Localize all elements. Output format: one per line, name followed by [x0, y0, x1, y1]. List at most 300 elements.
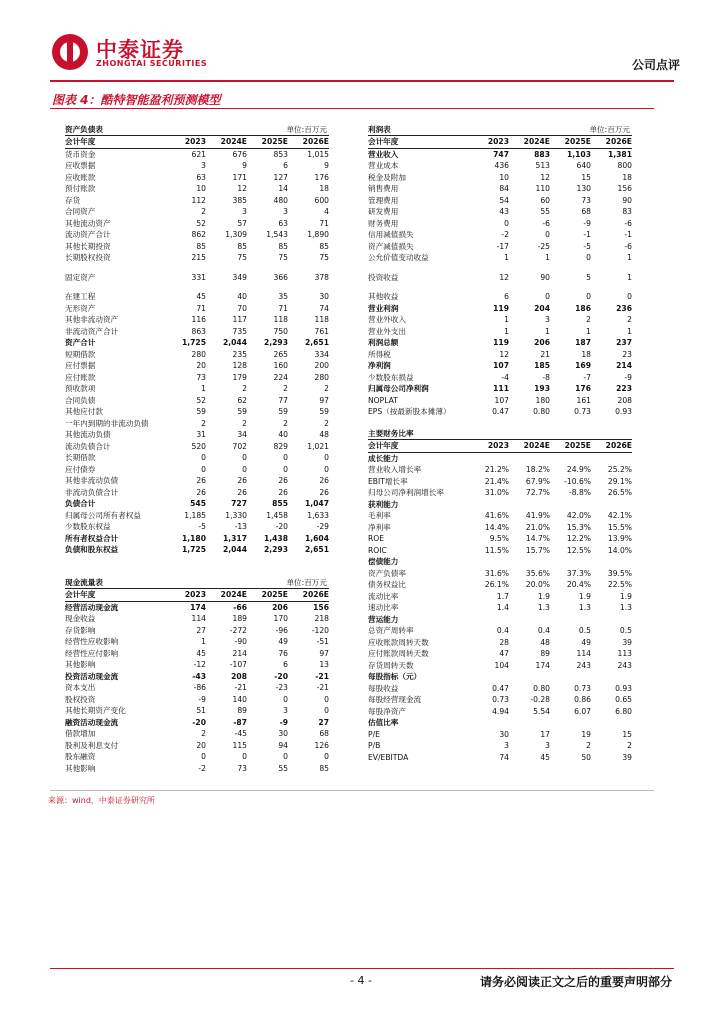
- cell-value: 2,651: [304, 545, 329, 554]
- cell-value: 2024E: [523, 137, 550, 146]
- cell-value: 85: [319, 241, 329, 251]
- table-row: [65, 441, 329, 453]
- cell-value: 2,044: [222, 545, 247, 554]
- cell-value: 206: [272, 602, 288, 612]
- cell-value: 107: [493, 361, 509, 370]
- cell-value: 385: [232, 195, 247, 205]
- cell-value: -8.8%: [568, 488, 591, 497]
- cell-value: 1.9: [619, 591, 632, 601]
- cell-value: 6: [283, 660, 288, 669]
- cell-value: 2023: [487, 441, 509, 450]
- cell-value: 104: [494, 660, 509, 670]
- cash-flow-unit: 单位:百万元: [286, 578, 327, 587]
- table-row: [368, 706, 632, 718]
- table-row: [368, 183, 632, 195]
- cell-value: -8: [542, 372, 550, 382]
- cell-value: 2: [283, 384, 288, 393]
- table-row: [65, 602, 329, 614]
- cell-value: 621: [191, 149, 206, 159]
- cell-value: 0.93: [615, 683, 632, 693]
- cell-value: 1,185: [184, 510, 206, 520]
- cell-value: 2,044: [222, 338, 247, 347]
- row-label: 经营性应收影响: [65, 637, 119, 646]
- cell-value: 2: [201, 207, 206, 216]
- cell-value: 161: [576, 395, 591, 405]
- table-row: [65, 740, 329, 752]
- row-label: 非流动资产合计: [65, 326, 119, 336]
- cell-value: 1: [627, 326, 632, 336]
- row-label: 成长能力: [368, 453, 399, 463]
- cell-value: -5: [583, 241, 591, 251]
- cell-value: 26: [319, 487, 329, 497]
- cell-value: 30: [319, 292, 329, 301]
- cell-value: 366: [273, 272, 288, 282]
- cell-value: 74: [319, 303, 329, 313]
- table-row: [368, 648, 632, 660]
- table-row: [368, 360, 632, 372]
- row-label: 归属母公司净利润: [368, 384, 429, 393]
- row-label: 非流动负债合计: [65, 487, 119, 497]
- table-row: [368, 372, 632, 384]
- cell-value: 186: [575, 303, 591, 313]
- cell-value: 59: [319, 407, 329, 416]
- row-label: 资产合计: [65, 338, 96, 347]
- ratios-rows: [368, 440, 632, 763]
- row-label: 偿债能力: [368, 557, 399, 566]
- cell-value: 40: [237, 292, 247, 301]
- table-row: [368, 337, 632, 349]
- cell-value: 119: [493, 303, 509, 313]
- cell-value: 1,543: [266, 230, 288, 239]
- cell-value: 15: [581, 172, 591, 182]
- cell-value: 26: [237, 476, 247, 485]
- cell-value: 2: [324, 384, 329, 393]
- cell-value: 1.3: [537, 603, 550, 612]
- cell-value: 77: [278, 395, 288, 405]
- row-label: 负债和股东权益: [65, 545, 119, 554]
- row-label: 应付票据: [65, 361, 96, 370]
- cell-value: 1,890: [307, 230, 329, 239]
- cell-value: 30: [278, 729, 288, 738]
- cell-value: 26: [196, 476, 206, 485]
- cell-value: 2: [201, 418, 206, 428]
- row-label: 所有者权益合计: [65, 533, 119, 543]
- cell-value: 0: [283, 694, 288, 704]
- cell-value: 1.3: [619, 603, 632, 612]
- cell-value: -20: [275, 522, 288, 531]
- cell-value: 62: [237, 395, 247, 405]
- cell-value: 14.0%: [607, 545, 632, 555]
- cell-value: 1: [586, 326, 591, 336]
- cell-value: 0.93: [615, 407, 632, 416]
- cell-value: 9: [242, 161, 247, 170]
- table-row: [65, 728, 329, 740]
- table-row: [368, 683, 632, 695]
- table-row: [65, 252, 329, 264]
- cell-value: 545: [190, 499, 206, 508]
- table-row: [65, 763, 329, 775]
- cell-value: 71: [319, 218, 329, 228]
- cell-value: 223: [616, 384, 632, 393]
- table-row: [65, 406, 329, 418]
- page-number: - 4 -: [350, 974, 372, 987]
- table-row: [368, 291, 632, 303]
- table-header-row: [368, 136, 632, 149]
- cell-value: 237: [616, 338, 632, 347]
- table-row: [368, 453, 632, 465]
- row-label: 短期借款: [65, 349, 96, 359]
- cell-value: 89: [540, 649, 550, 658]
- table-row: [368, 303, 632, 315]
- table-row: [368, 545, 632, 557]
- cell-value: 12: [499, 272, 509, 282]
- cell-value: 1: [504, 315, 509, 324]
- cell-value: 265: [273, 349, 288, 359]
- cell-value: -6: [542, 218, 550, 228]
- row-label: 其他影响: [65, 660, 96, 669]
- cell-value: 280: [191, 349, 206, 359]
- cell-value: -5: [198, 522, 206, 531]
- cell-value: 2023: [184, 137, 206, 146]
- cell-value: 2025E: [564, 441, 591, 450]
- table-row: [65, 395, 329, 407]
- cell-value: 21: [540, 349, 550, 359]
- cell-value: 189: [232, 614, 247, 623]
- row-label: 营业收入: [368, 149, 399, 159]
- cell-value: 45: [196, 648, 206, 658]
- cell-value: 160: [273, 361, 288, 370]
- income-statement-caption: [368, 124, 632, 136]
- row-spacer: [65, 264, 329, 272]
- table-row: [368, 160, 632, 172]
- cell-value: 13: [319, 660, 329, 669]
- ratios-caption: [368, 428, 632, 440]
- cell-value: 334: [314, 349, 329, 359]
- cell-value: 2,293: [263, 338, 288, 347]
- cell-value: 0.86: [574, 695, 591, 704]
- cell-value: 15: [622, 729, 632, 739]
- cell-value: [468, 614, 509, 626]
- cell-value: 20: [196, 740, 206, 750]
- cell-value: 85: [278, 241, 288, 251]
- cell-value: 90: [540, 272, 550, 282]
- row-label: 现金收益: [65, 614, 96, 623]
- row-label: 货币资金: [65, 149, 96, 159]
- table-row: [368, 487, 632, 499]
- cell-value: 180: [535, 395, 550, 405]
- cell-value: 31: [196, 430, 206, 439]
- source-note: 来源：wind，中泰证券研究所: [48, 796, 155, 805]
- cell-value: 1,725: [181, 545, 206, 554]
- cell-value: 218: [314, 614, 329, 623]
- cell-value: 21.2%: [484, 465, 509, 474]
- row-label: 营业成本: [368, 161, 399, 170]
- row-label: 其他长期投资: [65, 241, 111, 251]
- cell-value: -2: [198, 763, 206, 773]
- cell-value: 140: [232, 694, 247, 704]
- row-spacer: [368, 283, 632, 291]
- table-row: [368, 206, 632, 218]
- cell-value: 0.4: [496, 626, 509, 635]
- cell-value: 640: [576, 161, 591, 170]
- cell-value: 1,180: [181, 533, 206, 543]
- cell-value: -0.28: [530, 695, 550, 704]
- cell-value: -21: [234, 683, 247, 692]
- cell-value: 59: [278, 407, 288, 416]
- cell-value: 6: [283, 161, 288, 170]
- table-row: [368, 218, 632, 230]
- cell-value: [550, 717, 591, 729]
- cell-value: 50: [581, 752, 591, 762]
- cell-value: 111: [493, 384, 509, 393]
- cell-value: 750: [273, 326, 288, 336]
- cell-value: 63: [278, 218, 288, 228]
- table-row: [65, 337, 329, 349]
- cell-value: 0.5: [619, 626, 632, 635]
- row-spacer: [368, 264, 632, 272]
- cell-value: 1,021: [307, 441, 329, 451]
- source-divider: [50, 790, 654, 791]
- cell-value: 59: [196, 407, 206, 416]
- row-label: 公允价值变动收益: [368, 253, 429, 262]
- cell-value: 1: [201, 384, 206, 393]
- cell-value: 480: [273, 195, 288, 205]
- row-label: 会计年度: [368, 137, 399, 146]
- cell-value: 85: [196, 241, 206, 251]
- cell-value: 3: [283, 207, 288, 216]
- cell-value: 0.4: [537, 626, 550, 635]
- cell-value: 19: [581, 729, 591, 739]
- row-label: 归母公司净利润增长率: [368, 488, 444, 497]
- cell-value: 55: [278, 763, 288, 773]
- cash-flow-title: 现金流量表: [65, 578, 103, 587]
- row-label: 净利率: [368, 522, 391, 532]
- cell-value: 26: [278, 487, 288, 497]
- cell-value: 49: [581, 637, 591, 647]
- cell-value: 2024E: [220, 137, 247, 146]
- cell-value: 2025E: [261, 590, 288, 599]
- cell-value: 862: [191, 230, 206, 239]
- row-label: 财务费用: [368, 218, 399, 228]
- cell-value: 1,330: [225, 510, 247, 520]
- table-row: [368, 522, 632, 534]
- cell-value: 513: [535, 161, 550, 170]
- cell-value: 9: [324, 161, 329, 170]
- row-label: 研发费用: [368, 207, 399, 216]
- cell-value: -9: [279, 717, 288, 727]
- balance-sheet-rows: [65, 136, 329, 556]
- row-label: 其他非流动负债: [65, 476, 119, 485]
- cell-value: 208: [617, 395, 632, 405]
- cell-value: 75: [319, 253, 329, 262]
- row-label: 净利润: [368, 361, 391, 370]
- cell-value: 4.94: [492, 706, 509, 716]
- cell-value: 71: [196, 303, 206, 313]
- cell-value: 2024E: [220, 590, 247, 599]
- row-label: 负债合计: [65, 499, 96, 508]
- cell-value: 55: [540, 207, 550, 216]
- cell-value: 71: [278, 303, 288, 313]
- table-row: [368, 499, 632, 511]
- cell-value: 49: [278, 637, 288, 646]
- cell-value: 3: [504, 741, 509, 750]
- table-row: [65, 383, 329, 395]
- cell-value: 2: [586, 741, 591, 750]
- table-row: [368, 533, 632, 545]
- cell-value: 85: [319, 763, 329, 773]
- cell-value: [591, 671, 632, 683]
- cell-value: 0: [242, 752, 247, 761]
- cell-value: 114: [191, 614, 206, 623]
- cell-value: -6: [624, 218, 632, 228]
- cell-value: 176: [575, 384, 591, 393]
- cell-value: 2023: [184, 590, 206, 599]
- cell-value: 110: [535, 184, 550, 193]
- cell-value: -45: [234, 729, 247, 738]
- cell-value: 3: [283, 706, 288, 715]
- cell-value: [509, 671, 550, 683]
- cell-value: 52: [196, 218, 206, 228]
- table-row: [65, 705, 329, 717]
- row-label: 营运能力: [368, 614, 399, 624]
- cell-value: 10: [499, 172, 509, 182]
- row-label: 固定资产: [65, 272, 96, 282]
- table-row: [368, 406, 632, 418]
- table-row: [368, 568, 632, 580]
- table-row: [368, 314, 632, 326]
- cell-value: 280: [314, 372, 329, 382]
- cell-value: 28: [499, 637, 509, 647]
- cell-value: 39: [622, 752, 632, 762]
- cell-value: 829: [273, 441, 288, 451]
- row-label: 每股净资产: [368, 706, 406, 716]
- cell-value: 89: [237, 706, 247, 715]
- cell-value: 10: [196, 184, 206, 193]
- cell-value: 2: [242, 384, 247, 393]
- cell-value: 18: [581, 349, 591, 359]
- cell-value: 73: [196, 372, 206, 382]
- cell-value: 2026E: [605, 441, 632, 450]
- cell-value: 117: [232, 315, 247, 324]
- table-row: [65, 648, 329, 660]
- row-label: 经营活动现金流: [65, 602, 119, 612]
- cell-value: 42.1%: [607, 511, 632, 520]
- cell-value: 13.9%: [607, 534, 632, 543]
- row-label: 股利及利息支付: [65, 740, 119, 750]
- row-label: ROE: [368, 534, 385, 543]
- table-row: [368, 591, 632, 603]
- cell-value: [591, 499, 632, 511]
- cell-value: 1,103: [566, 149, 591, 159]
- cell-value: [509, 556, 550, 568]
- cell-value: 112: [191, 195, 206, 205]
- cell-value: 1,604: [304, 533, 329, 543]
- table-row: [368, 510, 632, 522]
- table-row: [368, 614, 632, 626]
- cell-value: 2: [242, 418, 247, 428]
- cell-value: 83: [622, 207, 632, 216]
- table-row: [65, 464, 329, 476]
- row-label: 营业利润: [368, 303, 399, 313]
- cell-value: 26.5%: [607, 488, 632, 497]
- cell-value: -1: [583, 230, 591, 239]
- cell-value: 2,651: [304, 338, 329, 347]
- table-row: [65, 195, 329, 207]
- cell-value: 179: [232, 372, 247, 382]
- cell-value: -107: [229, 660, 247, 669]
- row-label: 应收账款: [65, 172, 96, 182]
- cell-value: 72.7%: [525, 488, 550, 497]
- balance-sheet-title: 资产负债表: [65, 125, 103, 134]
- cell-value: -6: [624, 241, 632, 251]
- row-label: 应付账款: [65, 372, 96, 382]
- cell-value: 15.7%: [525, 545, 550, 555]
- row-label: 流动负债合计: [65, 441, 111, 451]
- cell-value: [468, 453, 509, 465]
- cell-value: 22.5%: [607, 580, 632, 589]
- cell-value: 20.0%: [525, 580, 550, 589]
- cell-value: 45: [196, 292, 206, 301]
- row-label: 资产负债率: [368, 568, 406, 578]
- income-statement-unit: 单位:百万元: [589, 125, 630, 134]
- cell-value: 3: [545, 741, 550, 750]
- cell-value: 520: [191, 441, 206, 451]
- row-label: P/E: [368, 729, 380, 739]
- cell-value: 1,633: [307, 510, 329, 520]
- table-row: [368, 752, 632, 764]
- cell-value: 1.9: [537, 591, 550, 601]
- cell-value: 1: [201, 637, 206, 646]
- cell-value: 2026E: [605, 137, 632, 146]
- cell-value: -20: [274, 671, 288, 681]
- figure-title: 图表 4：酷特智能盈利预测模型: [52, 93, 221, 107]
- row-label: 融资活动现金流: [65, 717, 119, 727]
- cell-value: 208: [231, 671, 247, 681]
- logo-english-name: ZHONGTAI SECURITIES: [96, 59, 208, 68]
- row-label: 其他影响: [65, 763, 96, 773]
- cell-value: 2: [283, 418, 288, 428]
- cell-value: 107: [494, 395, 509, 405]
- cell-value: 1,047: [304, 499, 329, 508]
- cell-value: 68: [581, 207, 591, 216]
- cell-value: 126: [314, 740, 329, 750]
- cell-value: 35.6%: [525, 568, 550, 578]
- cell-value: 0: [324, 464, 329, 474]
- cell-value: -51: [316, 637, 329, 646]
- row-label: 速动比率: [368, 603, 399, 612]
- cell-value: 24.9%: [566, 465, 591, 474]
- table-row: [65, 172, 329, 184]
- cell-value: 1.4: [496, 603, 509, 612]
- cell-value: [509, 614, 550, 626]
- row-label: 资产减值损失: [368, 241, 414, 251]
- table-row: [65, 360, 329, 372]
- table-row: [65, 291, 329, 303]
- table-header-row: [368, 440, 632, 453]
- cell-value: 0: [627, 292, 632, 301]
- row-label: 预付账款: [65, 184, 96, 193]
- row-label: 预收款项: [65, 384, 96, 393]
- cell-value: -9: [583, 218, 591, 228]
- cell-value: -43: [192, 671, 206, 681]
- cell-value: 174: [190, 602, 206, 612]
- row-label: 应收票据: [65, 161, 96, 170]
- table-row: [368, 602, 632, 614]
- cell-value: 1: [504, 253, 509, 262]
- row-label: 应付债券: [65, 464, 96, 474]
- row-label: 合同资产: [65, 207, 96, 216]
- cell-value: 63: [196, 172, 206, 182]
